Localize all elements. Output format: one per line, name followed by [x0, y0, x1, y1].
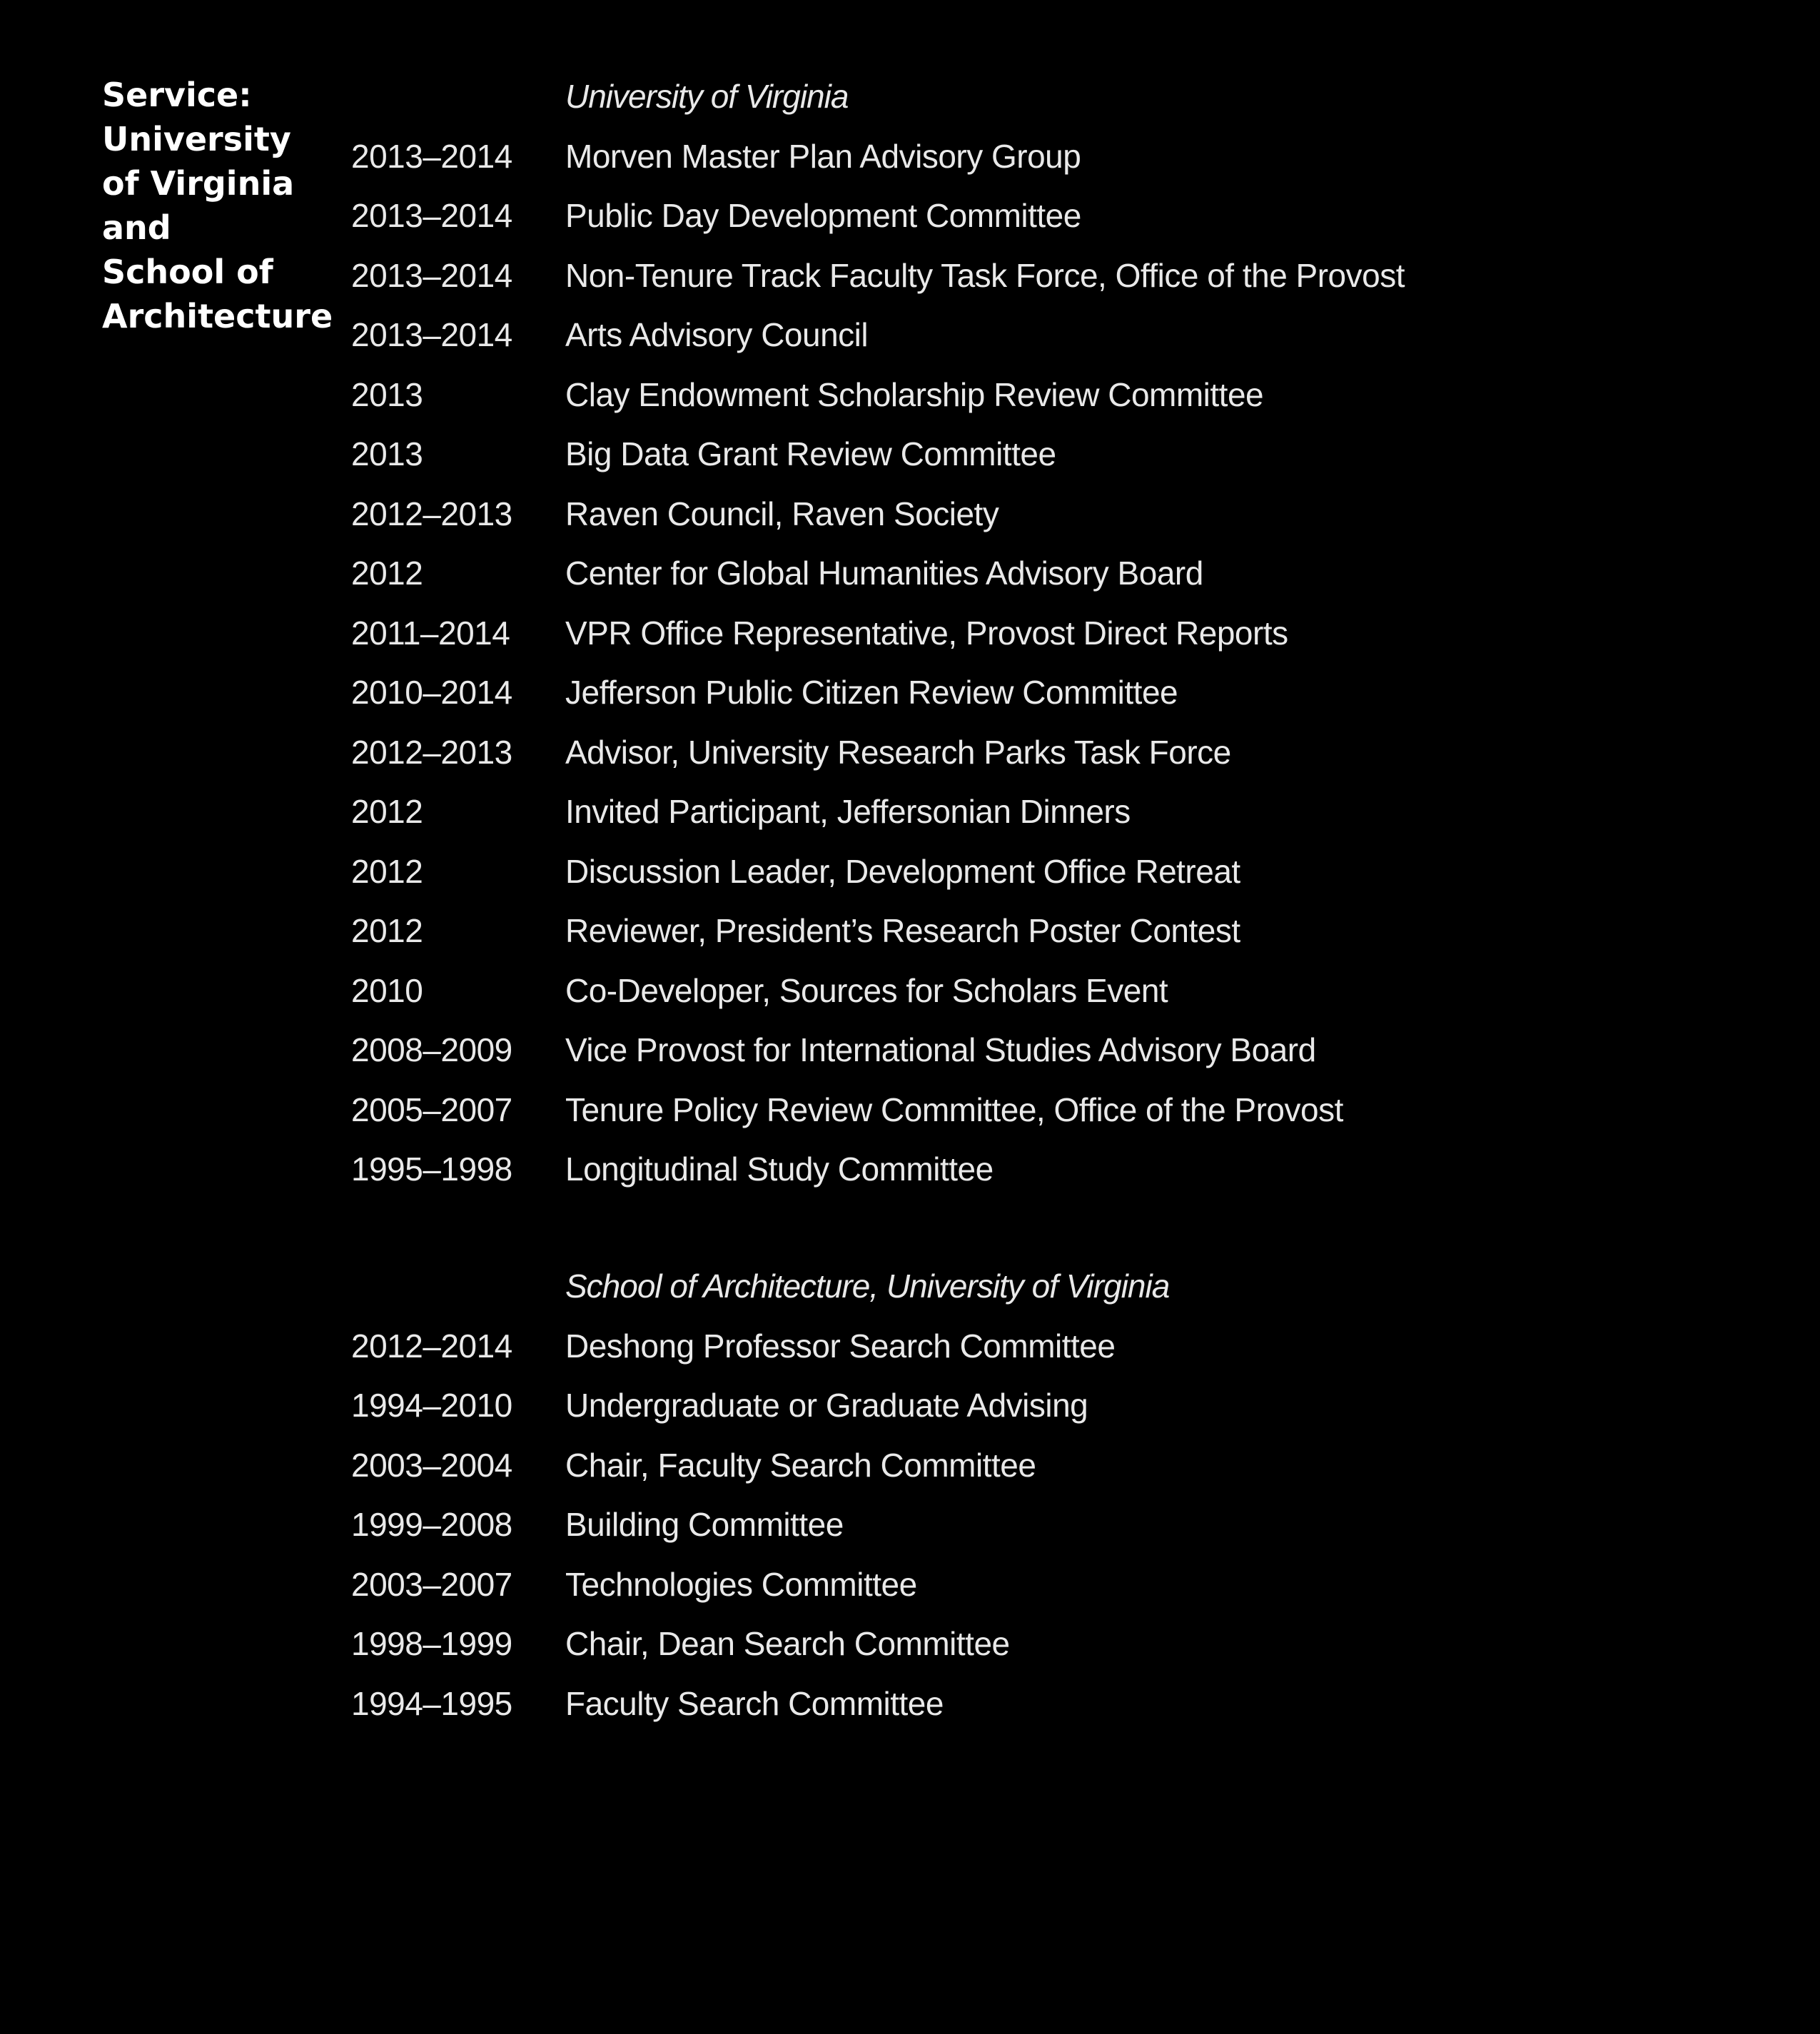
service-entry	[0, 544, 1820, 604]
service-entry	[0, 1614, 1820, 1674]
service-entry	[0, 842, 1820, 902]
entry-description: Undergraduate or Graduate Advising	[565, 1387, 1088, 1424]
entry-description: Faculty Search Committee	[565, 1684, 944, 1722]
entry-year: 1994–1995	[351, 1684, 512, 1722]
entry-year: 2003–2004	[351, 1446, 512, 1484]
entry-year: 2013–2014	[351, 256, 512, 294]
entry-description: Morven Master Plan Advisory Group	[565, 137, 1081, 175]
entry-description: Vice Provost for International Studies Advisory Board	[565, 1031, 1316, 1068]
entry-year: 2012	[351, 912, 423, 949]
entry-year: 2012–2014	[351, 1327, 512, 1365]
heading-line: Service:	[102, 76, 252, 114]
section-title: University of Virginia	[565, 78, 849, 115]
service-entry	[0, 1021, 1820, 1081]
entry-year: 2003–2007	[351, 1565, 512, 1603]
entry-year: 2005–2007	[351, 1091, 512, 1128]
service-entry	[0, 604, 1820, 664]
service-entry	[0, 1674, 1820, 1734]
entry-year: 2012	[351, 852, 423, 890]
entry-year: 1995–1998	[351, 1150, 512, 1188]
entry-description: Raven Council, Raven Society	[565, 495, 999, 532]
entry-description: VPR Office Representative, Provost Direct Reports	[565, 614, 1288, 652]
entry-year: 1999–2008	[351, 1506, 512, 1543]
service-entry	[0, 1436, 1820, 1496]
service-entry	[0, 1555, 1820, 1615]
entry-year: 2013–2014	[351, 316, 512, 353]
service-entry	[0, 782, 1820, 842]
entry-year: 2011–2014	[351, 614, 510, 652]
entry-year: 1994–2010	[351, 1387, 512, 1424]
heading-line: and	[102, 208, 171, 247]
entry-year: 2013	[351, 375, 423, 413]
entry-year: 2010–2014	[351, 674, 512, 711]
entry-description: Technologies Committee	[565, 1565, 917, 1603]
entry-year: 2012	[351, 793, 423, 830]
section-title: School of Architecture, University of Virginia	[565, 1268, 1170, 1305]
service-entry	[0, 663, 1820, 723]
service-entry	[0, 961, 1820, 1021]
service-entry	[0, 305, 1820, 365]
service-entry	[0, 723, 1820, 783]
service-entry	[0, 365, 1820, 425]
service-entry	[0, 186, 1820, 246]
service-list	[0, 127, 1820, 1200]
entry-description: Invited Participant, Jeffersonian Dinners	[565, 793, 1131, 830]
entry-year: 2013	[351, 435, 423, 472]
entry-description: Arts Advisory Council	[565, 316, 869, 353]
entry-description: Co-Developer, Sources for Scholars Event	[565, 971, 1168, 1009]
service-entry	[0, 425, 1820, 485]
entry-year: 1998–1999	[351, 1625, 512, 1662]
entry-description: Reviewer, President’s Research Poster Contest	[565, 912, 1240, 949]
entry-description: Discussion Leader, Development Office Retreat	[565, 852, 1240, 890]
entry-year: 2008–2009	[351, 1031, 512, 1068]
entry-description: Deshong Professor Search Committee	[565, 1327, 1116, 1365]
entry-description: Chair, Dean Search Committee	[565, 1625, 1010, 1662]
entry-year: 2013–2014	[351, 137, 512, 175]
heading-line: Architecture	[102, 297, 333, 335]
service-entry	[0, 1081, 1820, 1140]
entry-year: 2012	[351, 555, 423, 592]
entry-description: Chair, Faculty Search Committee	[565, 1446, 1036, 1484]
heading-line: School of	[102, 253, 273, 291]
entry-description: Big Data Grant Review Committee	[565, 435, 1056, 472]
entry-year: 2012–2013	[351, 733, 512, 771]
entry-description: Longitudinal Study Committee	[565, 1150, 994, 1188]
entry-year: 2010	[351, 971, 423, 1009]
entry-description: Public Day Development Committee	[565, 197, 1081, 234]
service-list	[0, 1317, 1820, 1734]
service-entry	[0, 1140, 1820, 1200]
entry-year: 2012–2013	[351, 495, 512, 532]
entry-description: Jefferson Public Citizen Review Committee	[565, 674, 1178, 711]
service-entry	[0, 246, 1820, 306]
entry-year: 2013–2014	[351, 197, 512, 234]
entry-description: Tenure Policy Review Committee, Office of the Provost	[565, 1091, 1343, 1128]
heading-line: of Virginia	[102, 164, 295, 203]
heading-line: University	[102, 120, 291, 158]
entry-description: Center for Global Humanities Advisory Board	[565, 555, 1203, 592]
service-entry	[0, 1495, 1820, 1555]
service-entry	[0, 127, 1820, 187]
service-entry	[0, 1317, 1820, 1377]
entry-description: Non-Tenure Track Faculty Task Force, Office of the Provost	[565, 256, 1405, 294]
entry-description: Building Committee	[565, 1506, 844, 1543]
service-entry	[0, 1376, 1820, 1436]
service-entry	[0, 485, 1820, 545]
entry-description: Advisor, University Research Parks Task Force	[565, 733, 1231, 771]
service-entry	[0, 901, 1820, 961]
entry-description: Clay Endowment Scholarship Review Committee	[565, 375, 1264, 413]
